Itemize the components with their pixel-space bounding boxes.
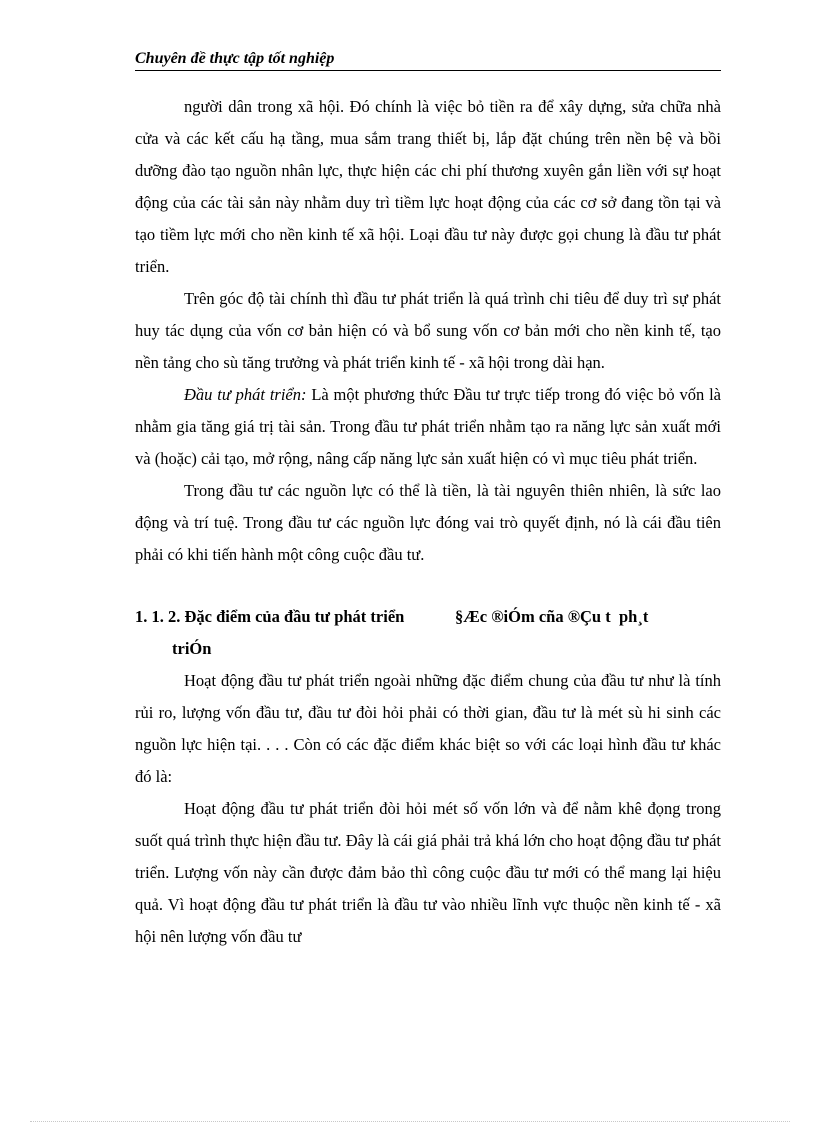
header-title: Chuyên đề thực tập tốt nghiệp xyxy=(135,50,335,67)
section-gap xyxy=(135,571,721,601)
paragraph-2: Trên góc độ tài chính thì đầu tư phát triển là quá trình chi tiêu để duy trì sự phát huy tác dụng của vốn cơ bản hiện có và bổ sung vốn cơ bản mới cho nền kinh tế, tạo nền tảng cho sù tăng trưởng và phát triển kinh tế - xã hội trong dài hạn. xyxy=(135,289,721,372)
page-header xyxy=(135,48,721,71)
legacy-heading-part-b: ph¸t xyxy=(618,607,649,626)
section-heading xyxy=(135,601,721,665)
paragraph-4: Trong đầu tư các nguồn lực có thể là tiền, là tài nguyên thiên nhiên, là sức lao động và trí tuệ. Trong đầu tư các nguồn lực đóng vai trò quyết định, nó là cái đầu tiên phải có khi tiến hành một công cuộc đầu tư. xyxy=(135,481,721,564)
document-body xyxy=(135,91,721,953)
paragraph-1: người dân trong xã hội. Đó chính là việc bỏ tiền ra để xây dựng, sửa chữa nhà cửa và các kết cấu hạ tầng, mua sắm trang thiết bị, lắp đặt chúng trên nền bệ và bồi dưỡng đào tạo nguồn nhân lực, thực hiện các chi phí thương xuyên gắn liền với sự hoạt động của các tài sản này nhằm duy trì tiềm lực hoạt động của các cơ sở đang tồn tại và tạo tiềm lực mới cho nền kinh tế xã hội. Loại đầu tư này được gọi chung là đầu tư phát triển. xyxy=(135,97,721,276)
paragraph-6: Hoạt động đầu tư phát triển đòi hỏi mét số vốn lớn và để nằm khê đọng trong suốt quá trình thực hiện đầu tư. Đây là cái giá phải trả khá lớn cho hoạt động đầu tư phát triển. Lượng vốn này cần được đảm bảo thì công cuộc đầu tư mới có thể mang lại hiệu quả. Vì hoạt động đầu tư phát triển là đầu tư vào nhiều lĩnh vực thuộc nền kinh tế - xã hội nên lượng vốn đầu tư xyxy=(135,799,721,946)
section-heading-legacy-encoding xyxy=(455,601,648,633)
section-heading-continuation: triÓn xyxy=(172,639,212,658)
page-bottom-border xyxy=(30,1121,790,1122)
paragraph-3 xyxy=(135,379,721,475)
legacy-heading-part-a: §Æc ®iÓm cña ®Çu t xyxy=(455,607,611,626)
legacy-heading-part-gap xyxy=(611,602,619,621)
section-heading-title: 1. 1. 2. Đặc điểm của đầu tư phát triển xyxy=(135,607,405,626)
term-dau-tu-phat-trien: Đầu tư phát triển: xyxy=(184,385,307,404)
paragraph-5: Hoạt động đầu tư phát triển ngoài những đặc điểm chung của đầu tư như là tính rủi ro, lượng vốn đầu tư, đầu tư đòi hỏi phải có thời gian, đầu tư là mét sù hi sinh các nguồn lực hiện tại. . . . Còn có các đặc điểm khác biệt so với các loại hình đầu tư khác đó là: xyxy=(135,671,721,786)
paragraph-3-text: Là một phương thức Đầu tư trực tiếp trong đó việc bỏ vốn là nhằm gia tăng giá trị tài sản. Trong đầu tư phát triển nhằm tạo ra năng lực sản xuất mới và (hoặc) cải tạo, mở rộng, nâng cấp năng lực sản xuất hiện có vì mục tiêu phát triển. xyxy=(135,385,721,468)
